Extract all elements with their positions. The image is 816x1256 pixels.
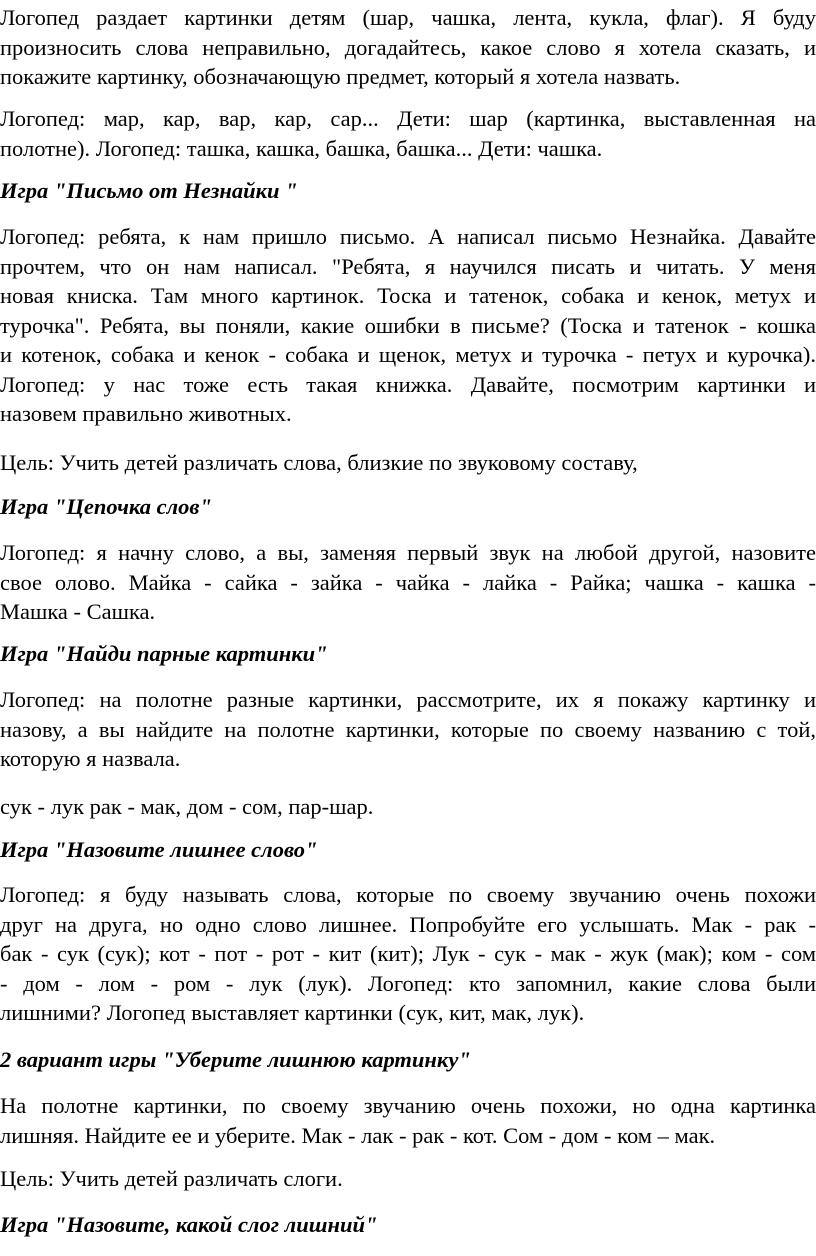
text-line: назовем правильно животных. [0,401,292,426]
paragraph-goal-syllables [0,1164,816,1194]
text-line: новая книска. Там много картинок. Тоска и татенок, собака и кенок, метух и [0,283,816,308]
section-heading: 2 вариант игры "Уберите лишнюю картинку" [0,1047,471,1072]
text-line: произносить слова неправильно, догадайтесь, какое слово я хотела сказать, и [0,34,816,60]
text-line: Цель: Учить детей различать слоги. [0,1166,343,1191]
paragraph-extra-word [0,880,816,1028]
paragraph-variant-2 [0,1091,816,1150]
text-line: - дом - лом - ром - лук (лук). Логопед: кто запомнил, какие слова были [0,970,816,996]
paragraph-intro [0,3,816,92]
text-line: лишняя. Найдите ее и уберите. Мак - лак - рак - кот. Сом - дом - ком – мак. [0,1122,716,1148]
text-line: друг на друга, но одно слово лишнее. Попробуйте его услышать. Мак - рак - [0,911,816,937]
text-line: прочтем, что он нам написал. "Ребята, я научился писать и читать. У меня [0,253,816,279]
section-heading: Игра "Цепочка слов" [0,494,212,519]
text-line: Логопед: ребята, к нам пришло письмо. А написал письмо Незнайка. Давайте [0,224,816,249]
text-line: турочка". Ребята, вы поняли, какие ошибки в письме? (Тоска и татенок - кошка [0,312,816,338]
text-line: Цель: Учить детей различать слова, близкие по звуковому составу, [0,450,638,475]
text-line: Логопед: я буду называть слова, которые по своему звучанию очень похожи [0,882,816,907]
heading-game-pairs [0,639,816,669]
heading-game-letter [0,176,816,206]
text-line: Логопед: на полотне разные картинки, рассмотрите, их я покажу картинку и [0,687,816,712]
heading-game-extra-word [0,835,816,865]
paragraph-goal-words [0,448,816,478]
text-line: лишними? Логопед выставляет картинки (сук, кит, мак, лук). [0,1000,585,1025]
section-heading: Игра "Назовите, какой слог лишний" [0,1212,378,1237]
text-line: Логопед: я начну слово, а вы, заменяя первый звук на любой другой, назовите [0,540,816,565]
paragraph-pairs-list [0,792,816,822]
paragraph-letter [0,222,816,429]
section-heading: Игра "Назовите лишнее слово" [0,837,318,862]
text-line: которую я назвала. [0,746,181,771]
text-line: полотне). Логопед: ташка, кашка, башка, башка... Дети: чашка. [0,135,603,161]
text-line: Логопед раздает картинки детям (шар, чашка, лента, кукла, флаг). Я буду [0,5,816,30]
paragraph-chain [0,538,816,627]
text-line: бак - сук (сук); кот - пот - рот - кит (кит); Лук - сук - мак - жук (мак); ком - сом [0,941,816,966]
text-line: и котенок, собака и кенок - собака и щенок, метух и турочка - петух и курочка). [0,342,816,367]
text-line: назову, а вы найдите на полотне картинки, которые по своему названию с той, [0,716,816,742]
paragraph-logoped-dialog [0,104,816,163]
section-heading: Игра "Найди парные картинки" [0,641,328,666]
text-line: сук - лук рак - мак, дом - сом, пар-шар. [0,794,374,819]
text-line: На полотне картинки, по своему звучанию очень похожи, но одна картинка [0,1093,816,1118]
text-line: Логопед: у нас тоже есть такая книжка. Давайте, посмотрим картинки и [0,371,816,397]
section-heading: Игра "Письмо от Незнайки " [0,178,298,203]
paragraph-pairs [0,685,816,774]
heading-game-chain [0,492,816,522]
text-line: Логопед: мар, кар, вар, кар, сар... Дети: шар (картинка, выставленная на [0,106,816,131]
text-line: покажите картинку, обозначающую предмет, который я хотела назвать. [0,64,681,89]
heading-game-variant-2 [0,1045,816,1075]
text-line: Машка - Сашка. [0,599,156,624]
heading-game-syllable [0,1210,816,1240]
text-line: свое олово. Майка - сайка - зайка - чайка - лайка - Райка; чашка - кашка - [0,569,816,595]
